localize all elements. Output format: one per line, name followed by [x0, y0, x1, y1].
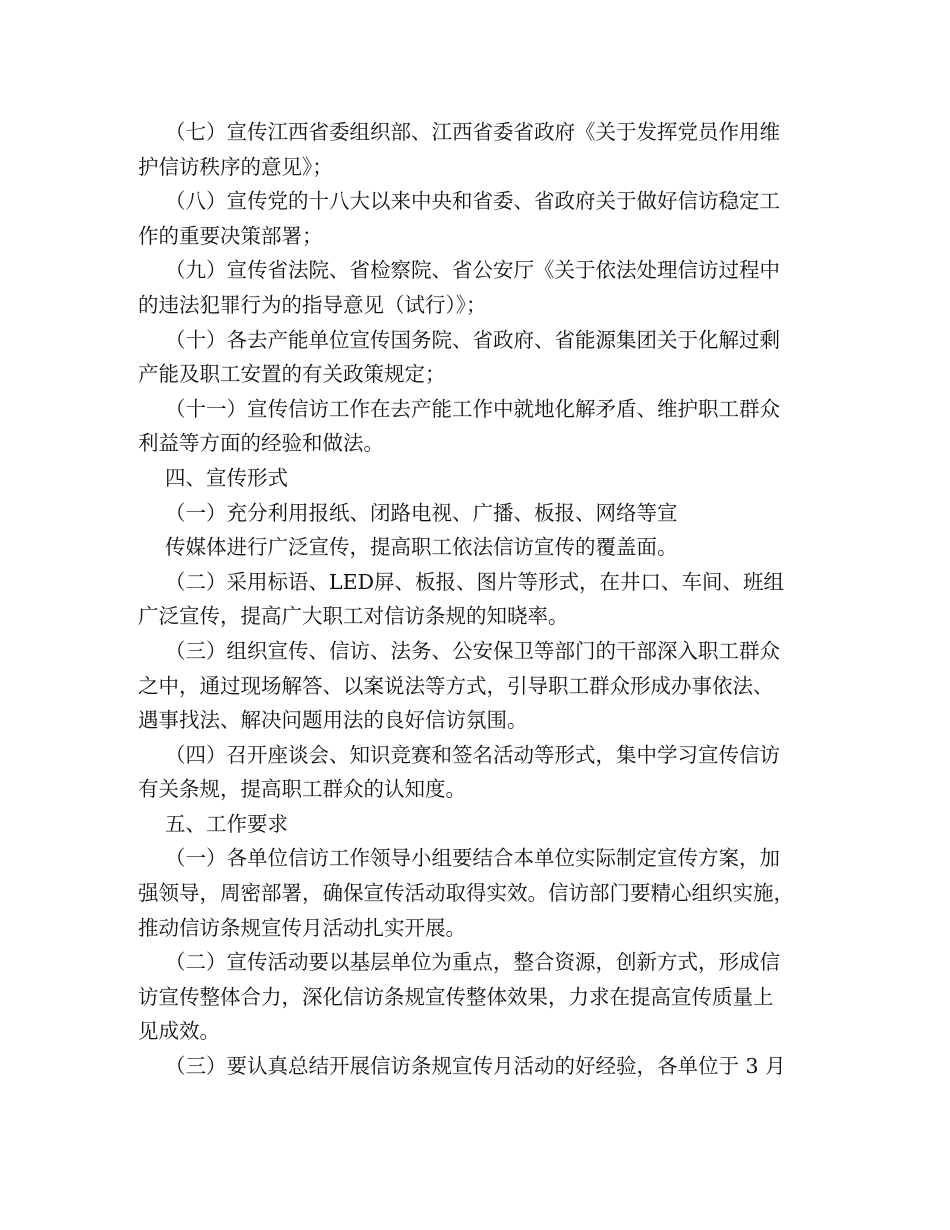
text-line: 的违法犯罪行为的指导意见（试行）》；: [138, 292, 487, 317]
text-line: 利益等方面的经验和做法。: [138, 431, 384, 456]
text-line: 强领导，周密部署，确保宣传活动取得实效。信访部门要精心组织实施，: [138, 881, 794, 906]
text-line: （三）组织宣传、信访、法务、公安保卫等部门的干部深入职工群众: [165, 638, 780, 663]
paragraph-nine: [138, 253, 814, 322]
text-line: （十）各去产能单位宣传国务院、省政府、省能源集团关于化解过剩: [165, 327, 780, 352]
text-line: 护信访秩序的意见》；: [138, 154, 333, 179]
text-line: （三）要认真总结开展信访条规宣传月活动的好经验，各单位于 3 月: [165, 1054, 786, 1079]
text-line: （二）采用标语、LED屏、板报、图片等形式，在井口、车间、班组: [165, 569, 785, 594]
text-line: （十一）宣传信访工作在去产能工作中就地化解矛盾、维护职工群众: [165, 396, 780, 421]
text-line: （一）充分利用报纸、闭路电视、广播、板报、网络等宣: [165, 500, 678, 525]
text-line: （七）宣传江西省委组织部、江西省委省政府《关于发挥党员作用维: [165, 120, 780, 144]
text-line: （四）召开座谈会、知识竞赛和签名活动等形式，集中学习宣传信访: [165, 742, 780, 767]
paragraph-5-1: [138, 841, 814, 945]
text-line: （二）宣传活动要以基层单位为重点，整合资源，创新方式，形成信: [165, 950, 780, 975]
paragraph-eleven: [138, 392, 814, 461]
text-line: 推动信访条规宣传月活动扎实开展。: [138, 915, 466, 940]
text-line: 遇事找法、解决问题用法的良好信访氛围。: [138, 708, 528, 733]
text-line: （九）宣传省法院、省检察院、省公安厅《关于依法处理信访过程中: [165, 258, 780, 283]
document-body: [138, 115, 814, 1084]
section-heading-five: [138, 807, 814, 842]
text-line: （一）各单位信访工作领导小组要结合本单位实际制定宣传方案，加: [165, 846, 780, 871]
section-heading: 五、工作要求: [165, 811, 288, 836]
paragraph-5-2: [138, 945, 814, 1049]
paragraph-5-3: [138, 1049, 814, 1084]
paragraph-eight: [138, 184, 814, 253]
text-line: 传媒体进行广泛宣传，提高职工依法信访宣传的覆盖面。: [165, 535, 678, 560]
paragraph-ten: [138, 323, 814, 392]
paragraph-seven: [138, 115, 814, 184]
text-line: 广泛宣传，提高广大职工对信访条规的知晓率。: [138, 604, 569, 629]
paragraph-4-4: [138, 738, 814, 807]
paragraph-4-1: [138, 496, 814, 565]
text-line: （八）宣传党的十八大以来中央和省委、省政府关于做好信访稳定工: [165, 189, 780, 214]
text-line: 之中，通过现场解答、以案说法等方式，引导职工群众形成办事依法、: [138, 673, 774, 698]
paragraph-4-3: [138, 634, 814, 738]
text-line: 作的重要决策部署；: [138, 223, 323, 248]
text-line: 见成效。: [138, 1019, 220, 1044]
text-line: 产能及职工安置的有关政策规定；: [138, 362, 446, 387]
text-line: 有关条规，提高职工群众的认知度。: [138, 777, 466, 802]
paragraph-4-2: [138, 565, 814, 634]
text-line: 访宣传整体合力，深化信访条规宣传整体效果，力求在提高宣传质量上: [138, 984, 774, 1009]
section-heading: 四、宣传形式: [165, 465, 288, 490]
section-heading-four: [138, 461, 814, 496]
